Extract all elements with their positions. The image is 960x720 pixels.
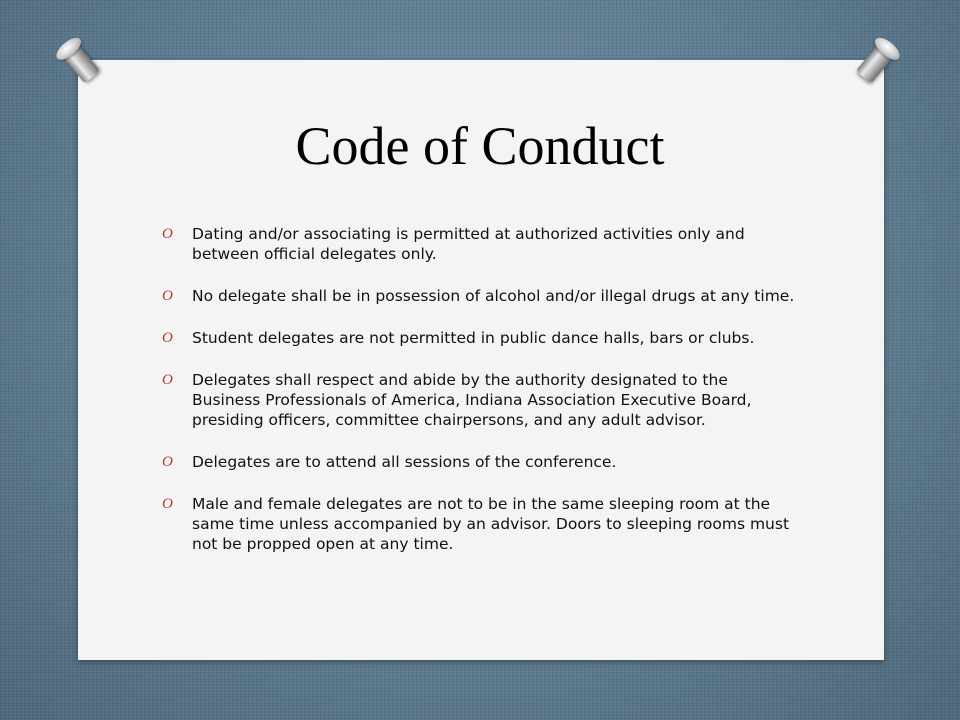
bullet-item (158, 286, 798, 306)
bullet-item (158, 452, 798, 472)
bullet-item (158, 224, 798, 264)
bullet-text: Delegates are to attend all sessions of the conference. (192, 453, 617, 471)
bullet-marker-icon: O (162, 454, 173, 470)
bullet-text: Dating and/or associating is permitted at authorized activities only and between official delegates only. (192, 225, 745, 263)
bullet-text: No delegate shall be in possession of alcohol and/or illegal drugs at any time. (192, 287, 795, 305)
bullet-text: Male and female delegates are not to be in the same sleeping room at the same time unless accompanied by an advisor. Doors to sleeping rooms must not be propped open at any time. (192, 495, 790, 553)
bullet-item (158, 494, 798, 554)
bullet-item (158, 328, 798, 348)
bullet-marker-icon: O (162, 496, 173, 512)
bullet-marker-icon: O (162, 288, 173, 304)
slide-title: Code of Conduct (295, 116, 665, 176)
bullet-list (158, 224, 798, 576)
bullet-marker-icon: O (162, 226, 173, 242)
bullet-marker-icon: O (162, 330, 173, 346)
bullet-marker-icon: O (162, 372, 173, 388)
bullet-item (158, 370, 798, 430)
bullet-text: Student delegates are not permitted in public dance halls, bars or clubs. (192, 329, 755, 347)
bullet-text: Delegates shall respect and abide by the authority designated to the Business Professionals of America, Indiana Association Executive Board, presiding officers, committee chairpersons, and any adult advisor. (192, 371, 752, 429)
